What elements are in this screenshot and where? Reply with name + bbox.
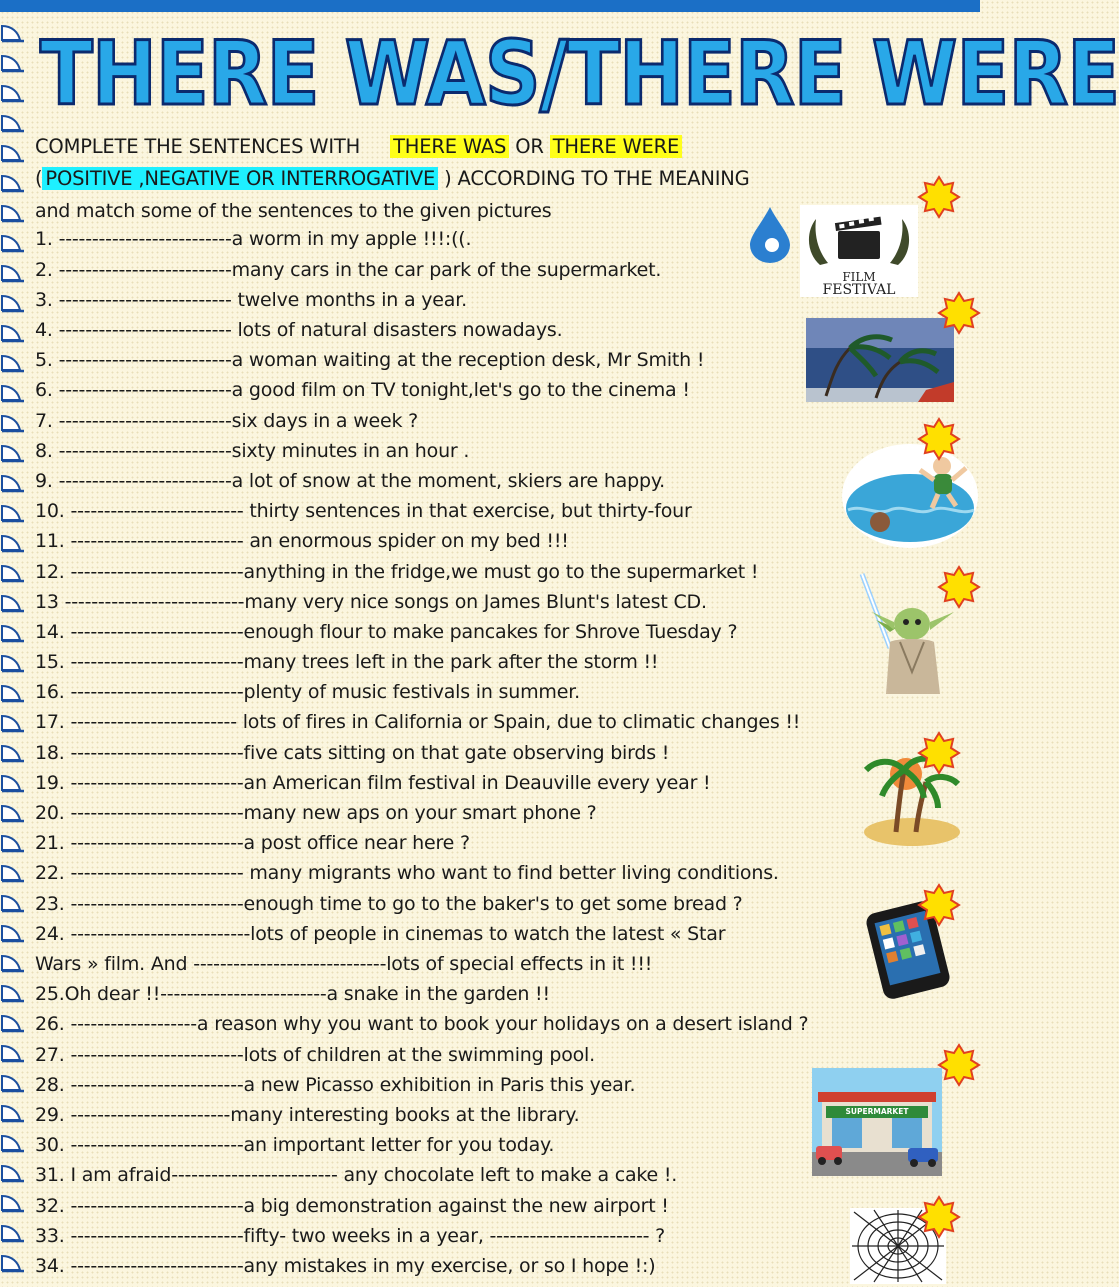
bell-icon [0, 352, 28, 374]
star-icon [938, 566, 980, 608]
bell-icon [0, 742, 28, 764]
sentence-line: 33. --------------------------fifty- two weeks in a year, ------------------------ ? [35, 1225, 665, 1247]
bell-icon [0, 1132, 28, 1154]
sentence-line: 17. ------------------------- lots of fires in California or Spain, due to climatic changes !! [35, 711, 801, 733]
bell-icon [0, 172, 28, 194]
sentence-line: 5. --------------------------a woman waiting at the reception desk, Mr Smith ! [35, 349, 705, 371]
sentence-line: 3. -------------------------- twelve months in a year. [35, 289, 467, 311]
sentence-line: 31. I am afraid------------------------- any chocolate left to make a cake !. [35, 1164, 678, 1186]
instruction-meaning: ) ACCORDING TO THE MEANING [444, 167, 750, 190]
option-there-were: THERE WERE [550, 135, 682, 158]
bell-icon [0, 802, 28, 824]
bell-icon [0, 1012, 28, 1034]
storm-picture [806, 318, 954, 402]
sentence-line: 24. ---------------------------lots of people in cinemas to watch the latest « Star [35, 923, 726, 945]
bell-icon [0, 922, 28, 944]
bell-icon [0, 232, 28, 254]
bell-icon [0, 1162, 28, 1184]
bell-icon [0, 1222, 28, 1244]
sentence-line: 27. --------------------------lots of children at the swimming pool. [35, 1044, 595, 1066]
instruction-line-1 [35, 132, 682, 162]
bell-icon [0, 862, 28, 884]
bell-icon [0, 712, 28, 734]
sentence-line: 16. --------------------------plenty of music festivals in summer. [35, 681, 580, 703]
top-bar [0, 0, 980, 12]
sentence-line: 19. --------------------------an American film festival in Deauville every year ! [35, 772, 711, 794]
bell-icon [0, 112, 28, 134]
sentence-line: 29. ------------------------many interesting books at the library. [35, 1104, 580, 1126]
star-icon [918, 418, 960, 460]
sentence-line: 12. --------------------------anything in the fridge,we must go to the supermarket ! [35, 561, 759, 583]
bell-icon [0, 982, 28, 1004]
sentence-line: 11. -------------------------- an enormous spider on my bed !!! [35, 530, 569, 552]
sentence-line: Wars » film. And -----------------------------lots of special effects in it !!! [35, 953, 653, 975]
star-icon [938, 1044, 980, 1086]
bell-icon [0, 202, 28, 224]
bell-icon [0, 682, 28, 704]
film-festival-picture [800, 205, 918, 297]
star-icon [938, 292, 980, 334]
sentence-line: 13 ---------------------------many very nice songs on James Blunt's latest CD. [35, 591, 707, 613]
bell-icon [0, 1252, 28, 1274]
bell-icon [0, 562, 28, 584]
bell-icon [0, 472, 28, 494]
bell-icon [0, 52, 28, 74]
bell-icon [0, 622, 28, 644]
sentence-line: 6. --------------------------a good film on TV tonight,let's go to the cinema ! [35, 379, 690, 401]
bell-icon [0, 952, 28, 974]
bell-icon [0, 1102, 28, 1124]
water-drop-icon [748, 205, 792, 265]
bell-icon [0, 592, 28, 614]
star-icon [918, 1196, 960, 1238]
instruction-or: OR [515, 135, 544, 158]
star-icon [918, 884, 960, 926]
sentence-line: 10. -------------------------- thirty sentences in that exercise, but thirty-four [35, 500, 692, 522]
sentence-line: 1. --------------------------a worm in my apple !!!:((. [35, 228, 472, 250]
bell-icon [0, 772, 28, 794]
film-festival-label-1: FILM [842, 270, 876, 284]
bell-icon [0, 262, 28, 284]
instruction-line-2: ( POSITIVE ,NEGATIVE OR INTERROGATIVE ) ACCORDING TO THE MEANING [35, 167, 750, 190]
bell-icon [0, 1042, 28, 1064]
instruction-forms: POSITIVE ,NEGATIVE OR INTERROGATIVE [42, 167, 438, 190]
sentence-line: 25.Oh dear !!-------------------------a snake in the garden !! [35, 983, 550, 1005]
bell-icon [0, 1192, 28, 1214]
sentence-line: 14. --------------------------enough flour to make pancakes for Shrove Tuesday ? [35, 621, 738, 643]
bell-icon [0, 1072, 28, 1094]
sentence-line: 30. --------------------------an important letter for you today. [35, 1134, 555, 1156]
film-festival-label-2: FESTIVAL [822, 282, 896, 298]
bell-icon [0, 412, 28, 434]
bell-icon [0, 502, 28, 524]
sentence-line: 22. -------------------------- many migrants who want to find better living conditions. [35, 862, 779, 884]
sentence-line: 8. --------------------------sixty minutes in an hour . [35, 440, 470, 462]
supermarket-picture [812, 1068, 942, 1176]
bell-icon [0, 832, 28, 854]
sentence-line: 32. --------------------------a big demonstration against the new airport ! [35, 1195, 669, 1217]
worksheet-title: THERE WAS/THERE WERE [40, 22, 1119, 125]
bell-icon [0, 442, 28, 464]
bell-icon [0, 652, 28, 674]
bell-icon [0, 892, 28, 914]
bell-icon [0, 382, 28, 404]
sentence-line: 2. --------------------------many cars in the car park of the supermarket. [35, 259, 662, 281]
sentence-line: 9. --------------------------a lot of snow at the moment, skiers are happy. [35, 470, 666, 492]
sentence-line: 28. --------------------------a new Picasso exhibition in Paris this year. [35, 1074, 636, 1096]
sentence-line: 15. --------------------------many trees left in the park after the storm !! [35, 651, 659, 673]
instruction-text: COMPLETE THE SENTENCES WITH [35, 135, 361, 158]
sentence-line: 21. --------------------------a post office near here ? [35, 832, 470, 854]
bell-icon [0, 22, 28, 44]
sentence-line: 26. -------------------a reason why you want to book your holidays on a desert island ? [35, 1013, 809, 1035]
supermarket-sign: SUPERMARKET [826, 1106, 928, 1118]
star-icon [918, 176, 960, 218]
star-icon [918, 732, 960, 774]
sentence-line: 18. --------------------------five cats sitting on that gate observing birds ! [35, 742, 670, 764]
bell-icon [0, 142, 28, 164]
bell-icon [0, 322, 28, 344]
instruction-line-3: and match some of the sentences to the given pictures [35, 200, 552, 222]
bell-icon [0, 82, 28, 104]
sentence-line: 4. -------------------------- lots of natural disasters nowadays. [35, 319, 563, 341]
sentence-line: 7. --------------------------six days in a week ? [35, 410, 419, 432]
bell-icon [0, 532, 28, 554]
sentence-line: 20. --------------------------many new aps on your smart phone ? [35, 802, 597, 824]
option-there-was: THERE WAS [390, 135, 509, 158]
bell-icon [0, 292, 28, 314]
sentence-line: 23. --------------------------enough time to go to the baker's to get some bread ? [35, 893, 743, 915]
sentence-line: 34. --------------------------any mistakes in my exercise, or so I hope !:) [35, 1255, 656, 1277]
